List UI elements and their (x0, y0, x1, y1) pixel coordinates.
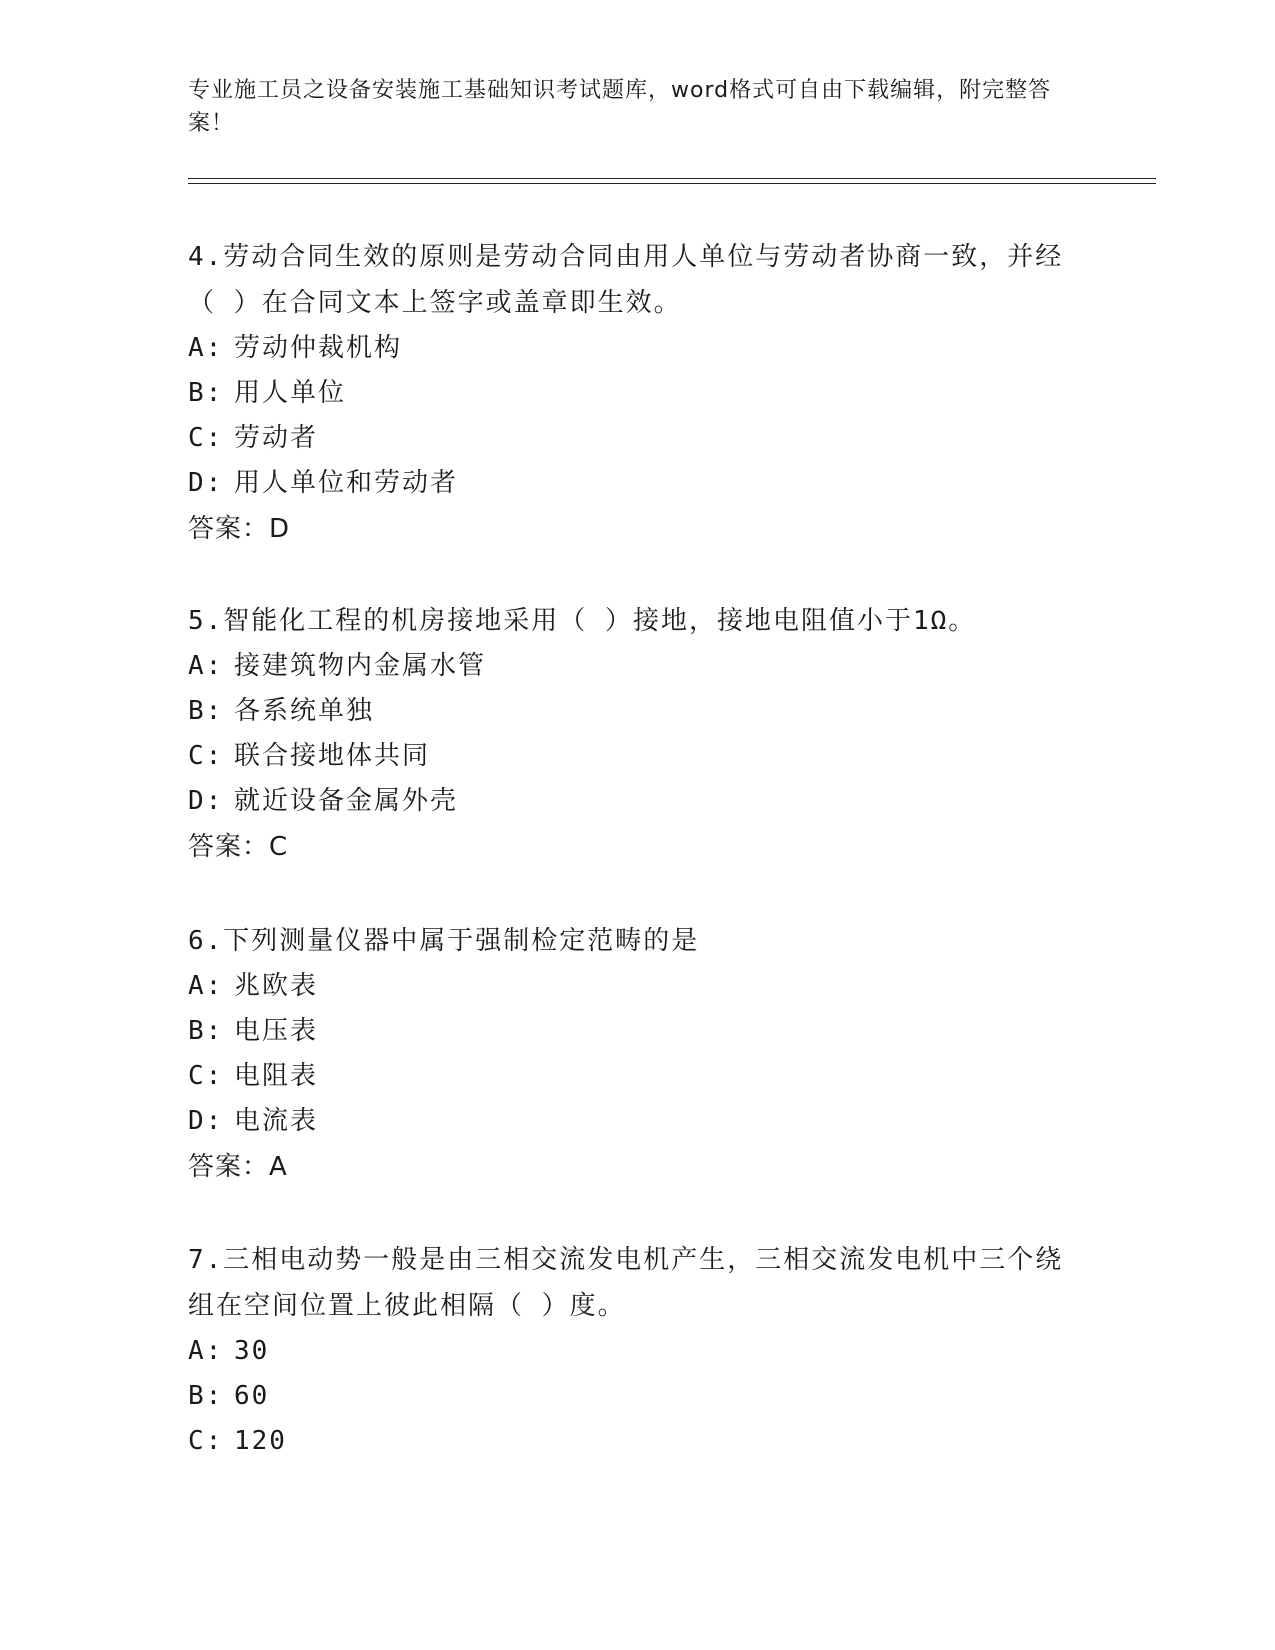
document-header-note: 专业施工员之设备安装施工基础知识考试题库，word格式可自由下载编辑，附完整答案！ (188, 78, 1052, 136)
option-letter: A: (188, 333, 224, 363)
option-letter: C: (188, 1061, 224, 1091)
option-text: 电压表 (234, 1016, 319, 1046)
question-block-5 (188, 598, 1088, 870)
question-block-4 (188, 234, 1088, 552)
option-c (188, 1419, 1088, 1464)
option-text: 用人单位 (234, 378, 347, 408)
option-text: 120 (234, 1426, 287, 1456)
option-b (188, 371, 1088, 416)
option-letter: D: (188, 786, 224, 816)
option-letter: C: (188, 1426, 224, 1456)
option-text: 电流表 (234, 1106, 319, 1136)
option-d (188, 461, 1088, 506)
option-letter: A: (188, 1336, 224, 1366)
option-c (188, 1054, 1088, 1099)
option-letter: A: (188, 971, 224, 1001)
option-text: 60 (234, 1381, 270, 1411)
option-c (188, 734, 1088, 779)
option-text: 就近设备金属外壳 (234, 786, 459, 816)
question-stem: 4.劳动合同生效的原则是劳动合同由用人单位与劳动者协商一致，并经（ ）在合同文本上签字或盖章即生效。 (188, 242, 1064, 318)
option-text: 劳动者 (234, 423, 319, 453)
question-block-7 (188, 1237, 1088, 1464)
option-text: 劳动仲裁机构 (234, 333, 403, 363)
option-d (188, 1099, 1088, 1144)
option-letter: B: (188, 696, 224, 726)
option-letter: D: (188, 1106, 224, 1136)
option-c (188, 416, 1088, 461)
option-letter: C: (188, 741, 224, 771)
answer-line: 答案：D (188, 514, 291, 544)
question-stem: 5.智能化工程的机房接地采用（ ）接地，接地电阻值小于1Ω。 (188, 606, 977, 636)
option-letter: A: (188, 651, 224, 681)
option-text: 用人单位和劳动者 (234, 468, 459, 498)
option-text: 电阻表 (234, 1061, 319, 1091)
option-a (188, 644, 1088, 689)
option-text: 各系统单独 (234, 696, 375, 726)
option-a (188, 964, 1088, 1009)
option-text: 联合接地体共同 (234, 741, 431, 771)
option-letter: D: (188, 468, 224, 498)
option-text: 30 (234, 1336, 270, 1366)
option-a (188, 326, 1088, 371)
header-divider-line-second (188, 183, 1156, 184)
answer-line: 答案：A (188, 1152, 288, 1182)
option-letter: B: (188, 1016, 224, 1046)
header-divider-line (188, 178, 1156, 179)
option-letter: B: (188, 378, 224, 408)
option-b (188, 1374, 1088, 1419)
option-text: 接建筑物内金属水管 (234, 651, 487, 681)
option-b (188, 689, 1088, 734)
option-text: 兆欧表 (234, 971, 319, 1001)
option-letter: C: (188, 423, 224, 453)
question-block-6 (188, 918, 1088, 1190)
option-b (188, 1009, 1088, 1054)
answer-line: 答案：C (188, 832, 289, 862)
question-stem: 7.三相电动势一般是由三相交流发电机产生，三相交流发电机中三个绕组在空间位置上彼此相隔（ ）度。 (188, 1245, 1064, 1321)
option-letter: B: (188, 1381, 224, 1411)
option-d (188, 779, 1088, 824)
question-stem: 6.下列测量仪器中属于强制检定范畴的是 (188, 926, 700, 956)
option-a (188, 1329, 1088, 1374)
